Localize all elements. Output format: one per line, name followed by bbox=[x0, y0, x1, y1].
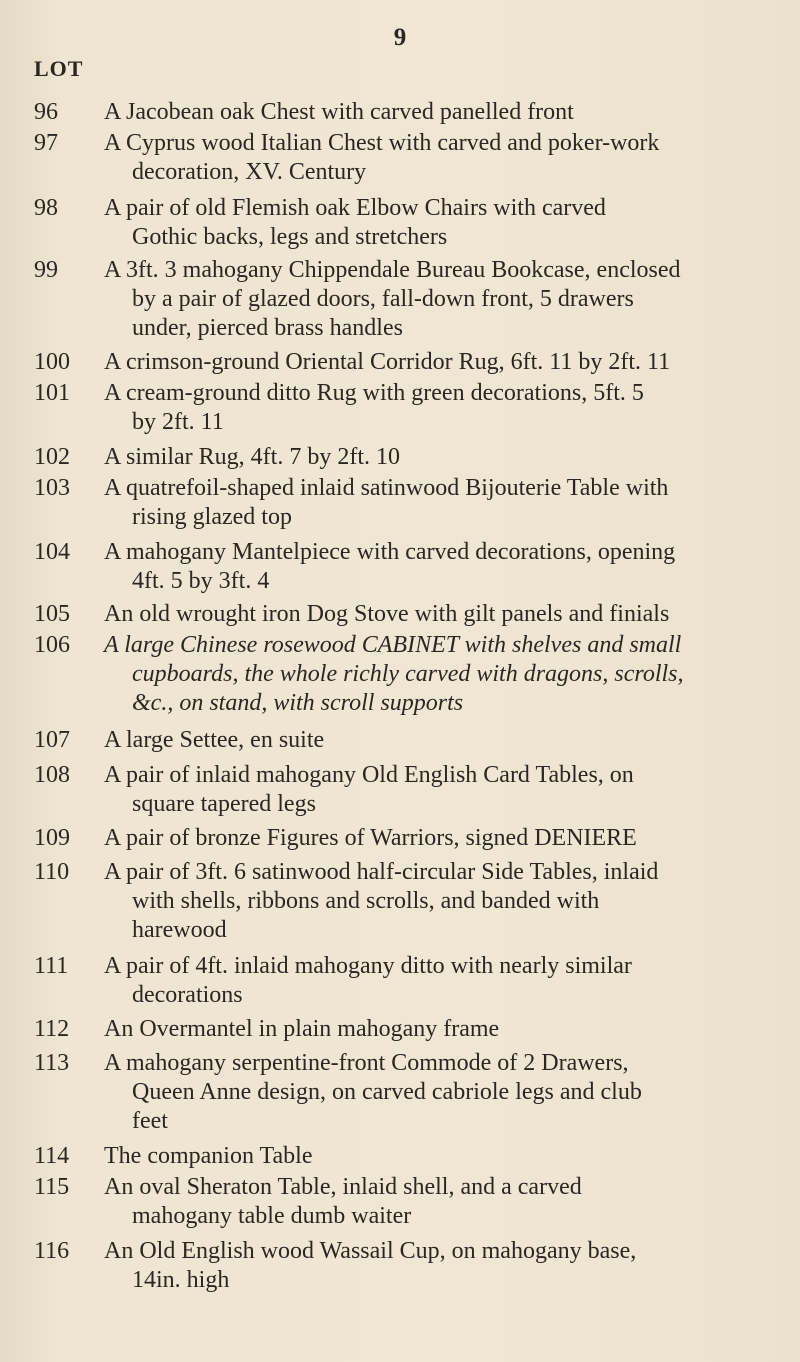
lot-description-line: square tapered legs bbox=[132, 791, 316, 817]
lot-number: 109 bbox=[34, 825, 70, 851]
lot-description-line: A cream-ground ditto Rug with green decorations, 5ft. 5 bbox=[104, 380, 644, 406]
lot-entry bbox=[0, 379, 800, 437]
lot-number: 98 bbox=[34, 195, 58, 221]
lot-number: 111 bbox=[34, 953, 69, 979]
lot-description-line: A Cyprus wood Italian Chest with carved and poker-work bbox=[104, 130, 660, 156]
lot-number: 110 bbox=[34, 859, 70, 885]
lot-description-line: A quatrefoil-shaped inlaid satinwood Bijouterie Table with bbox=[104, 475, 669, 501]
lot-entry bbox=[0, 1015, 800, 1044]
lot-description bbox=[104, 194, 784, 252]
lot-entry bbox=[0, 858, 800, 945]
lot-entry bbox=[0, 348, 800, 377]
page-number: 9 bbox=[393, 24, 407, 51]
lot-number: 97 bbox=[34, 130, 58, 156]
lot-description bbox=[104, 474, 784, 532]
lot-description-line: cupboards, the whole richly carved with dragons, scrolls, bbox=[132, 661, 684, 687]
lot-description-line: rising glazed top bbox=[132, 504, 292, 530]
lot-description bbox=[104, 1142, 784, 1171]
lot-entry bbox=[0, 1142, 800, 1171]
lot-number: 107 bbox=[34, 727, 70, 753]
lot-number: 100 bbox=[34, 349, 70, 375]
lot-entry bbox=[0, 474, 800, 532]
lot-description-line: decorations bbox=[132, 982, 243, 1008]
lot-entry bbox=[0, 824, 800, 853]
lot-number: 106 bbox=[34, 632, 70, 658]
lot-entry bbox=[0, 631, 800, 718]
lot-description-line: feet bbox=[132, 1108, 168, 1134]
lot-description-line: 14in. high bbox=[132, 1267, 230, 1293]
lot-description bbox=[104, 1015, 784, 1044]
lot-number: 114 bbox=[34, 1143, 70, 1169]
lot-description-line: by a pair of glazed doors, fall-down front, 5 drawers bbox=[132, 286, 634, 312]
lot-description-line: A pair of 4ft. inlaid mahogany ditto with nearly similar bbox=[104, 953, 632, 979]
lot-entry bbox=[0, 129, 800, 187]
lot-description-line: An Overmantel in plain mahogany frame bbox=[104, 1016, 500, 1042]
lot-description-line: &c., on stand, with scroll supports bbox=[132, 690, 464, 716]
lot-description-line: decoration, XV. Century bbox=[132, 159, 367, 185]
lot-entry bbox=[0, 256, 800, 343]
lot-number: 96 bbox=[34, 99, 58, 125]
lot-description-line: A pair of inlaid mahogany Old English Card Tables, on bbox=[104, 762, 634, 788]
lot-description-line: A large Settee, en suite bbox=[104, 727, 325, 753]
lot-entry bbox=[0, 98, 800, 127]
lot-description bbox=[104, 631, 784, 718]
lot-description-line: A 3ft. 3 mahogany Chippendale Bureau Bookcase, enclosed bbox=[104, 257, 681, 283]
lot-description-line: mahogany table dumb waiter bbox=[132, 1203, 412, 1229]
lot-description-line: Queen Anne design, on carved cabriole legs and club bbox=[132, 1079, 642, 1105]
lot-description bbox=[104, 1237, 784, 1295]
lot-description-line: A large Chinese rosewood CABINET with shelves and small bbox=[104, 632, 682, 658]
lot-description bbox=[104, 348, 784, 377]
lot-description bbox=[104, 761, 784, 819]
lot-description bbox=[104, 538, 784, 596]
lot-description-line: A Jacobean oak Chest with carved panelled front bbox=[104, 99, 574, 125]
lot-entry bbox=[0, 600, 800, 629]
lot-description bbox=[104, 443, 784, 472]
lot-description bbox=[104, 256, 784, 343]
lot-entry bbox=[0, 1173, 800, 1231]
lot-description-line: A similar Rug, 4ft. 7 by 2ft. 10 bbox=[104, 444, 400, 470]
lot-description-line: An oval Sheraton Table, inlaid shell, and a carved bbox=[104, 1174, 582, 1200]
lot-description-line: A pair of 3ft. 6 satinwood half-circular Side Tables, inlaid bbox=[104, 859, 659, 885]
lot-entry bbox=[0, 1237, 800, 1295]
lot-description bbox=[104, 98, 784, 127]
lot-number: 112 bbox=[34, 1016, 70, 1042]
lot-column-header: LOT bbox=[34, 56, 84, 81]
lot-number: 115 bbox=[34, 1174, 70, 1200]
lot-number: 113 bbox=[34, 1050, 70, 1076]
lot-entry bbox=[0, 538, 800, 596]
lot-description-line: A crimson-ground Oriental Corridor Rug, 6ft. 11 by 2ft. 11 bbox=[104, 349, 671, 375]
lot-description-line: by 2ft. 11 bbox=[132, 409, 224, 435]
lot-number: 102 bbox=[34, 444, 70, 470]
lot-description-line: A mahogany serpentine-front Commode of 2 Drawers, bbox=[104, 1050, 629, 1076]
lot-number: 116 bbox=[34, 1238, 70, 1264]
lot-description bbox=[104, 858, 784, 945]
lot-number: 99 bbox=[34, 257, 58, 283]
lot-entry bbox=[0, 1049, 800, 1136]
lot-description bbox=[104, 824, 784, 853]
lot-description bbox=[104, 952, 784, 1010]
lot-entry bbox=[0, 443, 800, 472]
lot-description-line: A pair of old Flemish oak Elbow Chairs with carved bbox=[104, 195, 606, 221]
lot-description-line: An Old English wood Wassail Cup, on mahogany base, bbox=[104, 1238, 637, 1264]
lot-entry bbox=[0, 952, 800, 1010]
lot-description bbox=[104, 600, 784, 629]
lot-description-line: An old wrought iron Dog Stove with gilt panels and finials bbox=[104, 601, 670, 627]
lot-description bbox=[104, 379, 784, 437]
lot-description bbox=[104, 726, 784, 755]
lot-description-line: 4ft. 5 by 3ft. 4 bbox=[132, 568, 270, 594]
lot-description-line: The companion Table bbox=[104, 1143, 313, 1169]
lot-entry bbox=[0, 726, 800, 755]
lot-entry bbox=[0, 761, 800, 819]
lot-description-line: with shells, ribbons and scrolls, and banded with bbox=[132, 888, 600, 914]
lot-number: 104 bbox=[34, 539, 70, 565]
lot-number: 105 bbox=[34, 601, 70, 627]
lot-number: 103 bbox=[34, 475, 70, 501]
lot-description-line: under, pierced brass handles bbox=[132, 315, 403, 341]
lot-list bbox=[0, 98, 800, 1295]
lot-description-line: harewood bbox=[132, 917, 227, 943]
lot-description-line: Gothic backs, legs and stretchers bbox=[132, 224, 448, 250]
lot-description bbox=[104, 1049, 784, 1136]
lot-description-line: A mahogany Mantelpiece with carved decorations, opening bbox=[104, 539, 676, 565]
lot-description bbox=[104, 1173, 784, 1231]
lot-number: 101 bbox=[34, 380, 70, 406]
lot-entry bbox=[0, 194, 800, 252]
lot-description bbox=[104, 129, 784, 187]
lot-number: 108 bbox=[34, 762, 70, 788]
lot-description-line: A pair of bronze Figures of Warriors, signed DENIERE bbox=[104, 825, 637, 851]
